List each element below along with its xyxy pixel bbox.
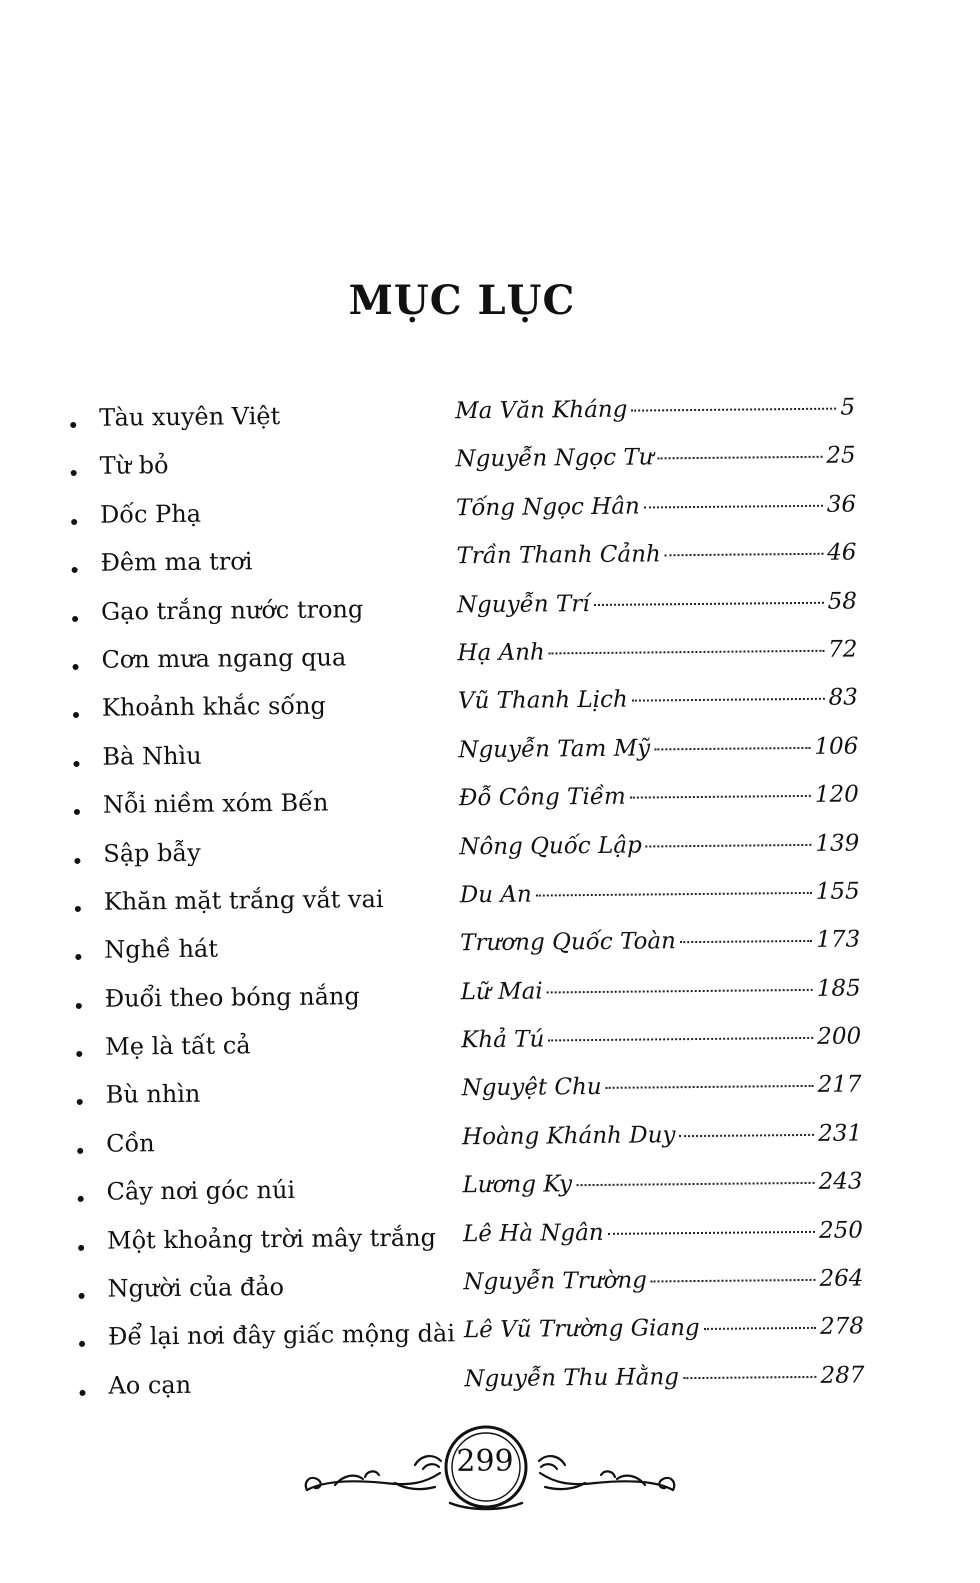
dot-leader [549, 650, 824, 655]
story-title: Một khoảng trời mây trắng [106, 1223, 437, 1255]
page-title: MỤC LỤC [348, 276, 576, 324]
page-number: 231 [818, 1120, 863, 1147]
author-page-group [464, 1314, 864, 1344]
bullet-icon [75, 906, 81, 912]
dot-leader [683, 1376, 817, 1379]
story-title: Đuổi theo bóng nắng [104, 981, 360, 1013]
story-title: Cơn mưa ngang qua [101, 643, 347, 674]
author-name: Lữ Mai [460, 978, 543, 1005]
page-number: 46 [827, 539, 857, 566]
dot-leader [632, 698, 825, 702]
toc-entry [77, 1118, 897, 1174]
dot-leader [606, 1085, 814, 1089]
table-of-contents [70, 392, 900, 1416]
toc-entry [76, 973, 896, 1029]
toc-entry [78, 1215, 898, 1271]
story-title: Cây nơi góc núi [106, 1176, 296, 1206]
bullet-icon [72, 615, 78, 621]
story-title: Bù nhìn [105, 1080, 201, 1110]
dot-leader [644, 505, 823, 509]
story-title: Tàu xuyên Việt [99, 401, 281, 432]
author-name: Khả Tú [461, 1026, 545, 1054]
author-name: Hạ Anh [457, 639, 545, 667]
author-page-group [459, 782, 859, 812]
dot-leader [631, 408, 836, 412]
author-name: Nguyễn Ngọc Tư [455, 444, 654, 473]
story-title: Nỗi niềm xóm Bến [102, 788, 329, 819]
toc-entry [79, 1360, 899, 1416]
author-name: Trần Thanh Cảnh [456, 541, 661, 570]
author-name: Lương Ky [462, 1171, 573, 1199]
toc-entry [72, 634, 892, 690]
dot-leader [594, 601, 824, 605]
story-title: Cồn [106, 1129, 155, 1158]
author-page-group [460, 878, 860, 908]
toc-entry [76, 1021, 896, 1077]
page-number: 200 [817, 1023, 862, 1050]
story-title: Gạo trắng nước trong [100, 594, 364, 626]
author-name: Nguyễn Trí [456, 590, 590, 618]
bullet-icon [71, 519, 77, 525]
story-title: Mẹ là tất cả [105, 1031, 251, 1061]
bullet-icon [77, 1099, 83, 1105]
author-name: Nông Quốc Lập [459, 832, 642, 860]
author-page-group [462, 1072, 862, 1102]
toc-entry [71, 537, 891, 593]
author-name: Tống Ngọc Hân [455, 493, 640, 522]
bullet-icon [78, 1245, 84, 1251]
page-number: 217 [817, 1071, 862, 1099]
toc-entry [75, 924, 895, 980]
page-footer [295, 1425, 685, 1515]
bullet-icon [79, 1341, 85, 1347]
author-page-group [459, 830, 859, 860]
bullet-icon [76, 1003, 82, 1009]
page-number: 58 [827, 588, 858, 615]
dot-leader [658, 456, 823, 460]
toc-entry [73, 731, 893, 787]
bullet-icon [73, 664, 79, 670]
toc-entry [70, 392, 890, 448]
page-number: 106 [814, 733, 859, 760]
page-number: 287 [820, 1362, 865, 1389]
author-name: Hoàng Khánh Duy [461, 1122, 676, 1151]
toc-entry [75, 876, 895, 932]
dot-leader [646, 843, 812, 847]
story-title: Sập bẫy [103, 838, 201, 868]
bullet-icon [70, 422, 76, 428]
author-name: Ma Văn Kháng [455, 396, 628, 425]
author-name: Nguyệt Chu [461, 1074, 602, 1102]
author-page-group [455, 443, 855, 473]
author-name: Lê Hà Ngân [462, 1219, 604, 1247]
story-title: Bà Nhìu [102, 741, 202, 771]
bullet-icon [76, 1051, 82, 1057]
dot-leader [680, 940, 812, 943]
bullet-icon [72, 567, 78, 573]
toc-entry [70, 441, 890, 497]
page-number: 264 [819, 1265, 864, 1292]
toc-entry [78, 1263, 898, 1319]
author-page-group [461, 975, 861, 1005]
story-title: Ao cạn [108, 1370, 192, 1400]
toc-entry [74, 828, 894, 884]
author-name: Nguyễn Trường [463, 1267, 648, 1296]
page-number: 83 [828, 684, 859, 712]
bullet-icon [79, 1293, 85, 1299]
page-number: 155 [815, 878, 860, 905]
toc-entry [77, 1070, 897, 1126]
toc-entry [72, 586, 892, 642]
story-title: Từ bỏ [99, 451, 169, 481]
dot-leader [704, 1327, 816, 1330]
story-title: Người của đảo [107, 1273, 285, 1303]
author-page-group [456, 540, 856, 570]
page-number: 25 [826, 442, 856, 470]
author-page-group [464, 1362, 864, 1392]
dot-leader [536, 892, 812, 897]
author-name: Nguyễn Tam Mỹ [458, 735, 651, 764]
author-name: Vũ Thanh Lịch [457, 687, 628, 715]
author-page-group [462, 1169, 862, 1199]
bullet-icon [80, 1390, 86, 1396]
page-number: 243 [818, 1168, 863, 1196]
bullet-icon [74, 857, 80, 863]
author-name: Du An [459, 881, 532, 909]
footer-page-number: 299 [456, 1444, 514, 1479]
bullet-icon [75, 954, 81, 960]
bullet-icon [77, 1148, 83, 1154]
page-number: 278 [819, 1313, 865, 1341]
author-page-group [460, 927, 860, 957]
story-title: Đêm ma trơi [100, 547, 253, 577]
toc-entry [71, 489, 891, 545]
dot-leader [630, 795, 811, 799]
dot-leader [679, 1134, 814, 1137]
author-page-group [457, 636, 857, 666]
author-page-group [458, 733, 858, 763]
toc-entry [73, 682, 893, 738]
dot-leader [576, 1182, 815, 1186]
story-title: Khăn mặt trắng vắt vai [103, 884, 384, 916]
bullet-icon [73, 761, 79, 767]
author-page-group [456, 491, 856, 521]
author-name: Nguyễn Thu Hằng [464, 1364, 680, 1393]
dot-leader [547, 989, 813, 994]
bullet-icon [78, 1196, 84, 1202]
dot-leader [651, 1279, 816, 1283]
bullet-icon [74, 809, 80, 815]
dot-leader [665, 553, 823, 557]
page-number: 250 [818, 1217, 864, 1244]
dot-leader [548, 1037, 813, 1042]
dot-leader [654, 747, 810, 750]
toc-entry [74, 779, 894, 835]
author-page-group [463, 1265, 863, 1295]
page-number: 72 [828, 636, 858, 663]
toc-entry [79, 1312, 899, 1368]
bullet-icon [71, 470, 77, 476]
page-number: 36 [826, 491, 857, 518]
author-page-group [463, 1217, 863, 1247]
story-title: Nghề hát [104, 934, 219, 964]
author-name: Đỗ Công Tiềm [458, 783, 626, 812]
author-page-group [462, 1120, 862, 1150]
bullet-icon [73, 712, 79, 718]
author-page-group [455, 394, 855, 424]
story-title: Khoảnh khắc sống [101, 691, 326, 723]
page-number: 120 [814, 781, 859, 808]
page-number: 173 [816, 926, 861, 954]
author-page-group [461, 1024, 861, 1054]
author-name: Lê Vũ Trường Giang [463, 1315, 700, 1344]
page-number: 139 [815, 829, 860, 857]
toc-entry [77, 1166, 897, 1222]
page-number: 185 [816, 975, 861, 1002]
author-name: Trương Quốc Toàn [460, 928, 677, 957]
dot-leader [608, 1231, 815, 1235]
author-page-group [457, 588, 857, 618]
page-number: 5 [840, 394, 856, 421]
story-title: Để lại nơi đây giấc mộng dài [107, 1319, 456, 1352]
story-title: Dốc Phạ [99, 499, 202, 529]
author-page-group [458, 685, 858, 715]
